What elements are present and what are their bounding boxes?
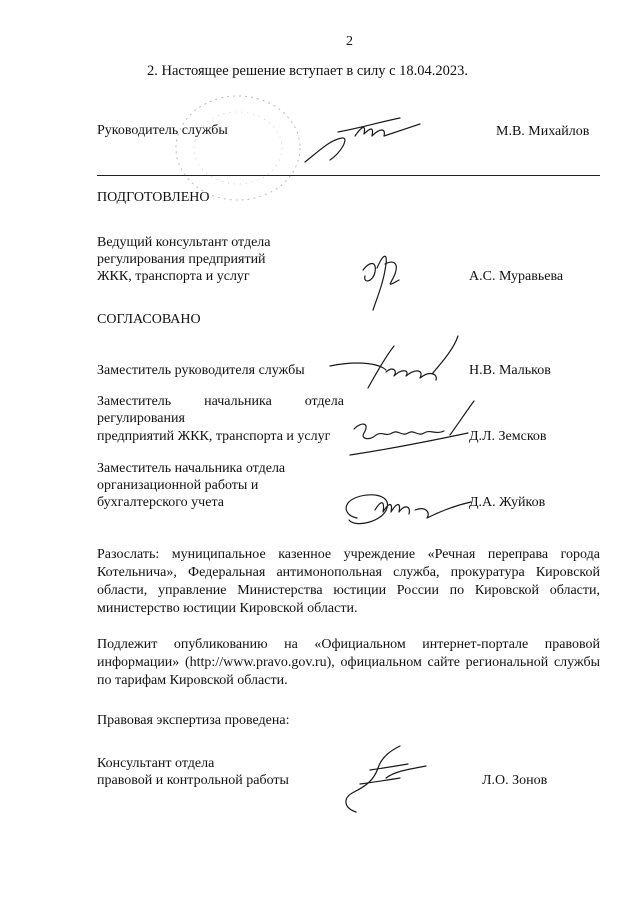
prepared-position-3: ЖКК, транспорта и услуг bbox=[97, 269, 250, 284]
prepared-position-1: Ведущий консультант отдела bbox=[97, 235, 271, 250]
page-number: 2 bbox=[346, 34, 353, 49]
separator-line bbox=[97, 175, 600, 176]
signer-3-name: Д.А. Жуйков bbox=[469, 495, 546, 510]
prepared-position-2: регулирования предприятий bbox=[97, 252, 266, 267]
head-title: Руководитель службы bbox=[97, 123, 228, 138]
legal-review-signature bbox=[330, 740, 440, 820]
distribution-paragraph: Разослать: муниципальное казенное учреждение «Речная переправа города Котельнича», Федеральная антимонопольная служба, прокуратура Кировской области, управление Министерства юстиции России по Кировской области, министерство юстиции Кировской области. bbox=[97, 547, 600, 616]
prepared-signature bbox=[355, 240, 415, 315]
publication-paragraph: Подлежит опубликованию на «Официальном интернет-портале правовой информации» (http://www.pravo.gov.ru), официальном сайте региональной службы по тарифам Кировской области. bbox=[97, 637, 600, 688]
signer-1-position: Заместитель руководителя службы bbox=[97, 363, 305, 378]
clause-2: 2. Настоящее решение вступает в силу с 18.04.2023. bbox=[147, 63, 469, 79]
signer-2-word-3: отдела bbox=[304, 394, 344, 409]
legal-review-name: Л.О. Зонов bbox=[482, 773, 548, 788]
signer-1-signature bbox=[320, 330, 470, 400]
signer-2-word-2: начальника bbox=[204, 394, 272, 409]
signer-2-position-2: регулирования bbox=[97, 411, 185, 426]
signer-3-signature bbox=[335, 470, 480, 540]
signer-2-position-3: предприятий ЖКК, транспорта и услуг bbox=[97, 429, 331, 444]
signer-2-signature bbox=[340, 395, 485, 465]
signer-3-position-1: Заместитель начальника отдела bbox=[97, 461, 286, 476]
prepared-name: А.С. Муравьева bbox=[469, 269, 564, 284]
signer-2-position-line-1 bbox=[97, 393, 344, 411]
agreed-heading: СОГЛАСОВАНО bbox=[97, 312, 201, 327]
signer-2-name: Д.Л. Земсков bbox=[469, 429, 547, 444]
legal-review-position-1: Консультант отдела bbox=[97, 756, 215, 771]
prepared-heading: ПОДГОТОВЛЕНО bbox=[97, 190, 210, 205]
signer-3-position-2: организационной работы и bbox=[97, 478, 259, 493]
signer-2-word-1: Заместитель bbox=[97, 394, 172, 409]
head-name: М.В. Михайлов bbox=[496, 124, 590, 139]
legal-review-position-2: правовой и контрольной работы bbox=[97, 773, 289, 788]
legal-review-heading: Правовая экспертиза проведена: bbox=[97, 713, 290, 728]
signer-3-position-3: бухгалтерского учета bbox=[97, 495, 224, 510]
signer-1-name: Н.В. Мальков bbox=[469, 363, 551, 378]
head-signature bbox=[300, 110, 440, 170]
